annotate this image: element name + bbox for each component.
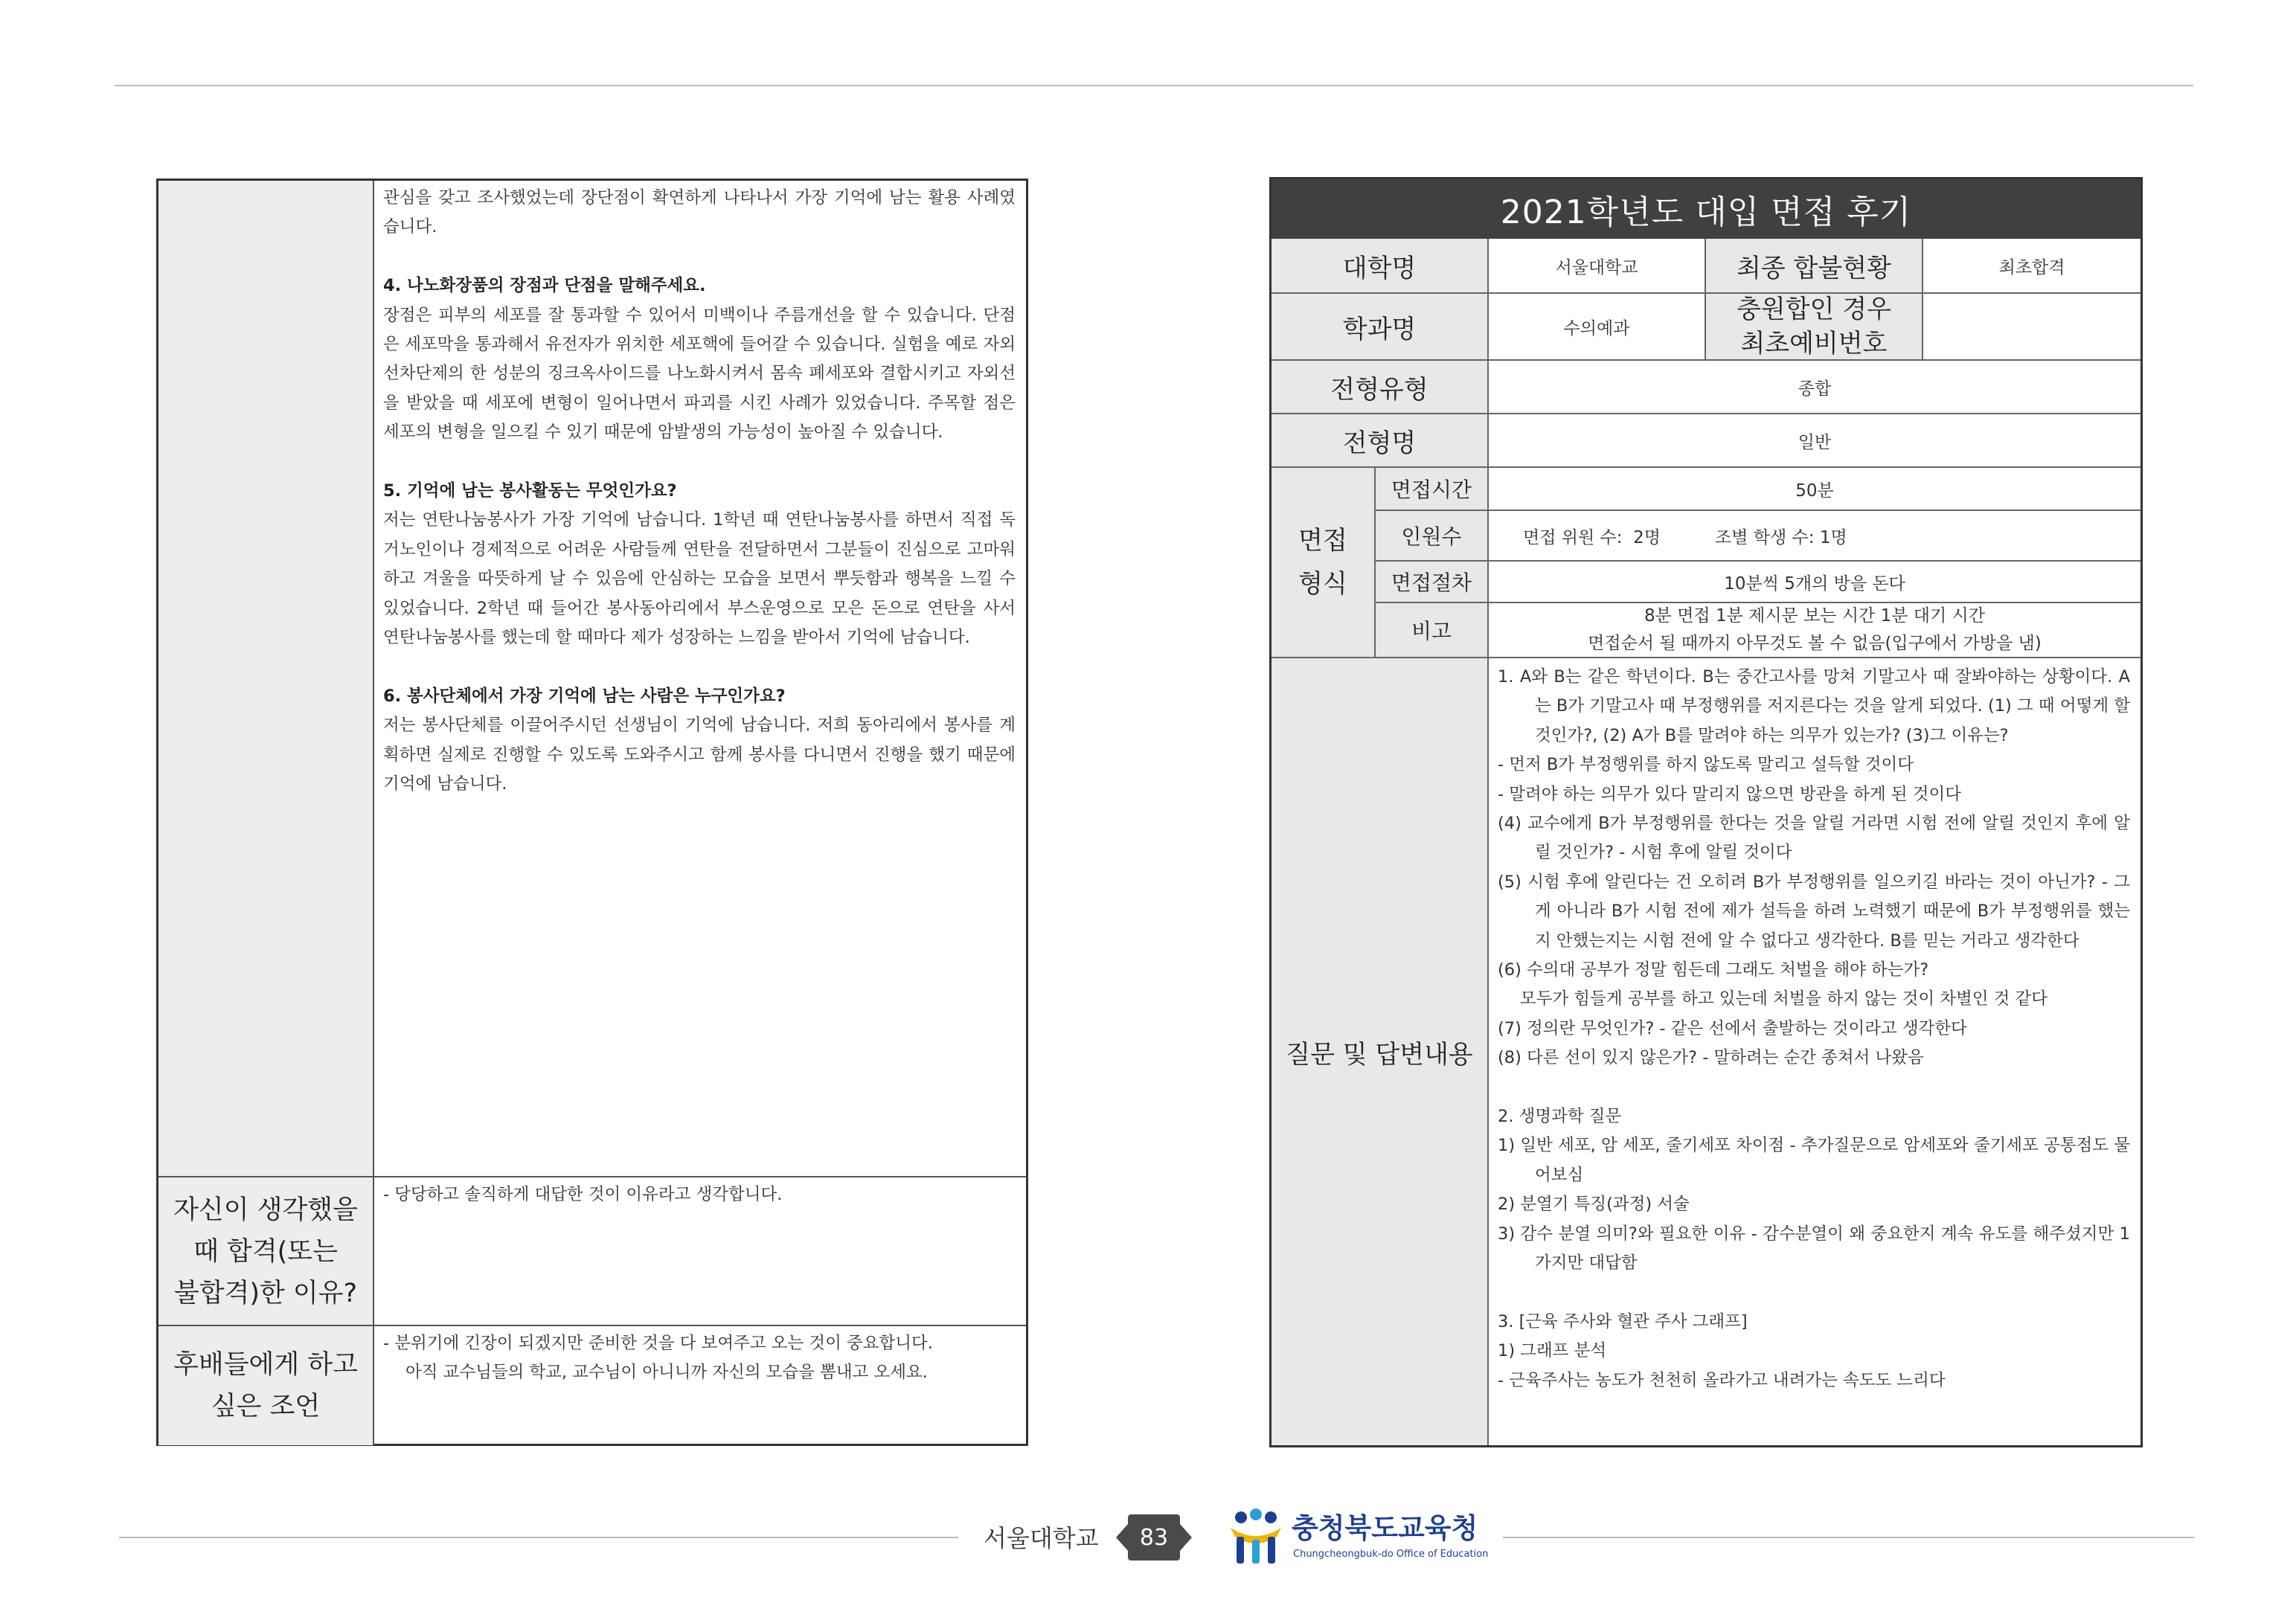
waitlist-label	[1706, 294, 1923, 361]
type-label: 전형유형	[1272, 361, 1489, 414]
label-line: 불합격)한 이유?	[173, 1279, 358, 1308]
left-interview-table	[156, 179, 1028, 1446]
result-label: 최종 합불현황	[1706, 239, 1923, 294]
question-heading: 4. 나노화장품의 장점과 단점을 말해주세요.	[383, 276, 706, 296]
answer-paragraph: 관심을 갖고 조사했었는데 장단점이 확연하게 나타나서 가장 기억에 남는 활용 사례였습니다.	[383, 188, 1016, 237]
remarks-label: 비고	[1376, 603, 1489, 658]
advice-label	[158, 1326, 374, 1445]
answer-paragraph: 1) 그래프 분석	[1498, 1341, 1607, 1361]
table-title: 2021학년도 대입 면접 후기	[1272, 179, 2141, 239]
answers-row	[158, 181, 1026, 1176]
university-label: 대학명	[1272, 239, 1489, 294]
answer-paragraph: - 근육주사는 농도가 천천히 올라가고 내려가는 속도도 느리다	[1498, 1370, 1946, 1390]
waitlist-label-line-2: 최초예비번호	[1740, 329, 1888, 359]
answers-label-cell	[158, 181, 374, 1176]
qa-label: 질문 및 답변내용	[1272, 658, 1489, 1445]
footer-rule-left	[119, 1537, 958, 1538]
footer-organization-en: Chungcheongbuk-do Office of Education	[1293, 1549, 1489, 1560]
answer-paragraph: (8) 다른 선이 있지 않은가? - 말하려는 순간 종쳐서 나왔음	[1498, 1048, 1924, 1068]
office-of-education-logo-icon	[1226, 1507, 1286, 1566]
reason-row	[158, 1176, 1026, 1326]
answer-paragraph: 2. 생명과학 질문	[1498, 1107, 1622, 1127]
reason-text: - 당당하고 솔직하게 대답한 것이 이유라고 생각합니다.	[383, 1185, 783, 1204]
answers-content	[374, 181, 1026, 1176]
question-heading: 5. 기억에 남는 봉사활동는 무엇인가요?	[383, 481, 677, 501]
advice-line-2: 아직 교수님들의 학교, 교수님이 아니니까 자신의 모습을 뽐내고 오세요.	[405, 1363, 928, 1383]
advice-content	[374, 1326, 1026, 1445]
headcount-label: 인원수	[1376, 511, 1489, 562]
footer-organization: 충청북도교육청	[1292, 1512, 1478, 1544]
footer-university: 서울대학교	[984, 1524, 1099, 1552]
headcount-value: 면접 위원 수: 2명 조별 학생 수: 1명	[1489, 511, 2141, 562]
reason-label	[158, 1177, 374, 1326]
answer-paragraph: 2) 분열기 특징(과정) 서술	[1498, 1195, 1690, 1215]
remarks-line-1: 8분 면접 1분 제시문 보는 시간 1분 대기 시간	[1644, 606, 1985, 626]
top-rule	[115, 85, 2193, 86]
label-line: 때 합격(또는	[193, 1237, 338, 1267]
track-value: 일반	[1489, 414, 2141, 468]
remarks-value	[1489, 603, 2141, 658]
blank-line	[383, 652, 1016, 681]
label-line: 자신이 생각했을	[173, 1195, 358, 1225]
blank-line	[383, 448, 1016, 477]
answer-paragraph: - 말려야 하는 의무가 있다 말리지 않으면 방관을 하게 된 것이다	[1498, 784, 1962, 804]
dept-label: 학과명	[1272, 294, 1489, 361]
label-line: 후배들에게 하고	[173, 1350, 358, 1380]
blank-line	[383, 242, 1016, 271]
answer-paragraph: (4) 교수에게 B가 부정행위를 한다는 것을 알릴 거라면 시험 전에 알릴 것인지 후에 알릴 것인가? - 시험 후에 알릴 것이다	[1498, 814, 2130, 863]
university-value: 서울대학교	[1489, 239, 1706, 294]
format-label-line-2: 형식	[1298, 569, 1347, 599]
format-label	[1272, 468, 1376, 658]
footer-rule-right	[1503, 1537, 2195, 1538]
waitlist-label-line-1: 충원합인 경우	[1737, 295, 1891, 324]
blank-line	[1498, 1073, 2130, 1102]
interview-review-table	[1269, 177, 2143, 1447]
answer-paragraph: (6) 수의대 공부가 정말 힘든데 그래도 처벌을 해야 하는가?	[1498, 960, 1929, 980]
remarks-line-2: 면접순서 될 때까지 아무것도 볼 수 없음(입구에서 가방을 냄)	[1588, 634, 2042, 653]
procedure-value: 10분씩 5개의 방을 돈다	[1489, 562, 2141, 603]
dept-value: 수의예과	[1489, 294, 1706, 361]
procedure-label: 면접절차	[1376, 562, 1489, 603]
answer-paragraph: 저는 봉사단체를 이끌어주시던 선생님이 기억에 남습니다. 저희 동아리에서 봉사를 계획하면 실제로 진행할 수 있도록 도와주시고 함께 봉사를 다니면서 진행을 했기 때문에 기억에 남습니다.	[383, 716, 1016, 794]
label-line: 싶은 조언	[211, 1392, 321, 1421]
qa-content	[1489, 658, 2141, 1445]
advice-row	[158, 1325, 1026, 1445]
track-label: 전형명	[1272, 414, 1489, 468]
answer-paragraph: 장점은 피부의 세포를 잘 통과할 수 있어서 미백이나 주름개선을 할 수 있습니다. 단점은 세포막을 통과해서 유전자가 위치한 세포핵에 들어갈 수 있습니다. 실험을 예로 자외선차단제의 한 성분의 징크옥사이드를 나노화시켜서 몸속 폐세포와 결합시키고 자외선을 받았을 때 세포에 변형이 일어나면서 파괴를 시킨 사례가 있었습니다. 주목할 점은 세포의 변형을 일으킬 수 있기 때문에 암발생의 가능성이 높아질 수 있습니다.	[383, 305, 1016, 443]
answer-paragraph: 3. [근육 주사와 혈관 주사 그래프]	[1498, 1311, 1748, 1331]
reason-content	[374, 1177, 1026, 1326]
page-badge-right-arrow	[1180, 1524, 1192, 1551]
answer-paragraph: 1. A와 B는 같은 학년이다. B는 중간고사를 망쳐 기말고사 때 잘봐야하는 상황이다. A는 B가 기말고사 때 부정행위를 저지른다는 것을 알게 되었다. (1) 그 때 어떻게 할 것인가?, (2) A가 B를 말려야 하는 의무가 있는가? (3)그 이유는?	[1498, 667, 2130, 745]
page-badge-left-arrow	[1116, 1524, 1128, 1551]
answer-paragraph: 3) 감수 분열 의미?와 필요한 이유 - 감수분열이 왜 중요한지 계속 유도를 해주셨지만 1가지만 대답함	[1498, 1224, 2130, 1273]
time-value: 50분	[1489, 468, 2141, 511]
answer-paragraph: 모두가 힘들게 공부를 하고 있는데 처벌을 하지 않는 것이 차별인 것 같다	[1520, 989, 2048, 1009]
format-label-line-1: 면접	[1298, 526, 1347, 556]
answer-paragraph: (7) 정의란 무엇인가? - 같은 선에서 출발하는 것이라고 생각한다	[1498, 1018, 1967, 1038]
answer-paragraph: (5) 시험 후에 알린다는 건 오히려 B가 부정행위를 일으키길 바라는 것이 아닌가? - 그게 아니라 B가 시험 전에 제가 설득을 하려 노력했기 때문에 B가 부정행위를 했는지 안했는지는 시험 전에 알 수 없다고 생각한다. B를 믿는 거라고 생각한다	[1498, 872, 2130, 951]
answer-paragraph: 1) 일반 세포, 암 세포, 줄기세포 차이점 - 추가질문으로 암세포와 줄기세포 공통점도 물어보심	[1498, 1136, 2130, 1185]
waitlist-value	[1923, 294, 2141, 361]
answer-paragraph: 저는 연탄나눔봉사가 가장 기억에 남습니다. 1학년 때 연탄나눔봉사를 하면서 직접 독거노인이나 경제적으로 어려운 사람들께 연탄을 전달하면서 그분들이 진심으로 고마워하고 겨울을 따뜻하게 날 수 있음에 안심하는 모습을 보면서 뿌듯함과 행복을 느낄 수 있었습니다. 2학년 때 들어간 봉사동아리에서 부스운영으로 모은 돈으로 연탄을 사서 연탄나눔봉사를 했는데 할 때마다 제가 성장하는 느낌을 받아서 기억에 남습니다.	[383, 510, 1016, 648]
blank-line	[1498, 1279, 2130, 1308]
time-label: 면접시간	[1376, 468, 1489, 511]
page-number: 83	[1128, 1514, 1180, 1561]
result-value: 최초합격	[1923, 239, 2141, 294]
advice-line-1: - 분위기에 긴장이 되겠지만 준비한 것을 다 보여주고 오는 것이 중요합니다.	[383, 1334, 933, 1353]
question-heading: 6. 봉사단체에서 가장 기억에 남는 사람은 누구인가요?	[383, 686, 786, 706]
answer-paragraph: - 먼저 B가 부정행위를 하지 않도록 말리고 설득할 것이다	[1498, 755, 1914, 775]
type-value: 종합	[1489, 361, 2141, 414]
